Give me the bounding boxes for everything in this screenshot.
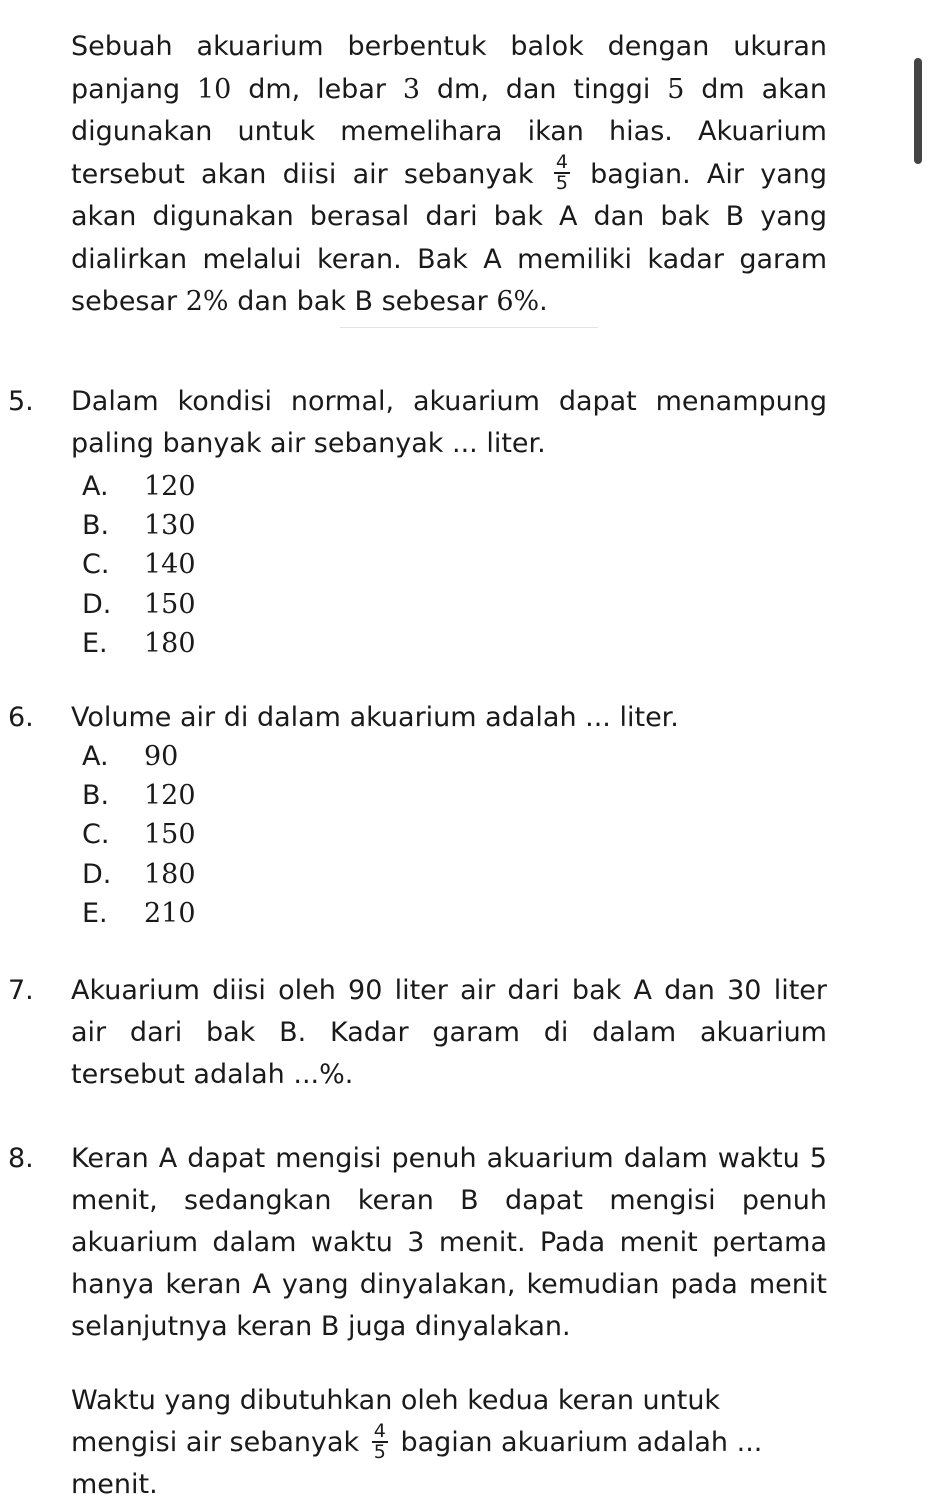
fraction-denominator: 5 [373,1440,386,1463]
option-letter: B. [82,510,110,542]
option-value: 120 [144,471,196,502]
intro-text: . [539,286,548,317]
option-e[interactable] [82,894,930,933]
options-list [82,737,930,933]
option-value: 120 [144,780,196,812]
option-e[interactable] [82,624,930,663]
option-value: 210 [144,897,196,929]
option-a[interactable] [82,467,930,506]
option-b[interactable] [82,506,930,545]
option-c[interactable] [82,815,930,854]
width-value: 3 [402,73,421,105]
question-6 [0,697,930,933]
question-text: Akuarium diisi oleh 90 liter air dari bak A dan 30 liter air dari bak B. Kadar garam di dalam akuarium tersebut adalah ...%. [71,975,827,1090]
option-letter: D. [82,588,112,620]
intro-text: dm, lebar [248,73,386,105]
option-value: 180 [144,627,196,659]
question-8-subpart [71,1380,827,1506]
option-letter: E. [82,897,108,929]
question-text: Keran A dapat mengisi penuh akuarium dalam waktu 5 menit, sedangkan keran B dapat mengisi penuh akuarium dalam waktu 3 menit. Pada menit pertama hanya keran A yang dinyalakan, kemudian pada menit selanjutnya keran B juga dinyalakan. [71,1143,827,1342]
intro-passage [71,26,827,324]
option-value: 140 [144,549,196,581]
length-value: 10 [196,73,232,105]
salt-content-b: 6% [496,286,540,317]
option-value: 150 [144,819,196,851]
intro-text: dm akan digunakan untuk memelihara ikan hias. Akuarium tersebut akan diisi air sebanyak [71,73,827,190]
intro-text: dm, dan tinggi [436,73,651,105]
option-letter: A. [82,741,109,772]
option-d[interactable] [82,855,930,894]
option-letter: C. [82,819,110,851]
question-5 [0,381,930,663]
option-a[interactable] [82,737,930,776]
height-value: 5 [667,73,685,105]
question-text: Dalam kondisi normal, akuarium dapat menampung paling banyak air sebanyak ... liter. [71,386,827,459]
option-b[interactable] [82,776,930,815]
option-letter: C. [82,549,110,581]
option-letter: D. [82,858,112,890]
question-number: 8. [8,1143,34,1174]
fraction [554,153,570,193]
intro-text: dan bak B sebesar [237,286,488,317]
intro-text: Sebuah akuarium berbentuk balok dengan ukuran panjang [71,31,827,105]
question-8 [0,1138,930,1506]
option-c[interactable] [82,545,930,584]
options-list [82,467,930,663]
fraction-numerator: 4 [373,1419,386,1442]
question-text: Volume air di dalam akuarium adalah ... liter. [71,702,679,733]
question-text: Waktu yang dibutuhkan oleh kedua keran untuk mengisi air sebanyak [71,1385,721,1458]
option-value: 90 [144,741,179,772]
salt-content-a: 2% [185,286,229,317]
option-value: 150 [144,588,196,620]
question-7 [0,970,930,1096]
divider [340,327,598,328]
fraction [372,1419,388,1463]
fraction-numerator: 4 [555,151,568,173]
scrollbar-thumb[interactable] [914,58,922,164]
fraction-denominator: 5 [555,172,568,194]
question-number: 6. [8,702,34,733]
intro-paragraph [71,26,827,324]
option-letter: A. [82,471,109,502]
question-number: 5. [8,386,34,417]
option-value: 180 [144,858,196,890]
option-letter: E. [82,627,108,659]
intro-text: bagian. Air yang akan digunakan berasal dari bak A dan bak B yang dialirkan melalui keran. Bak A memiliki kadar garam sebesar [71,158,828,317]
question-number: 7. [8,975,34,1006]
question-text: bagian akuarium adalah ... menit. [71,1427,763,1500]
option-d[interactable] [82,585,930,624]
option-value: 130 [144,510,196,542]
option-letter: B. [82,780,110,812]
